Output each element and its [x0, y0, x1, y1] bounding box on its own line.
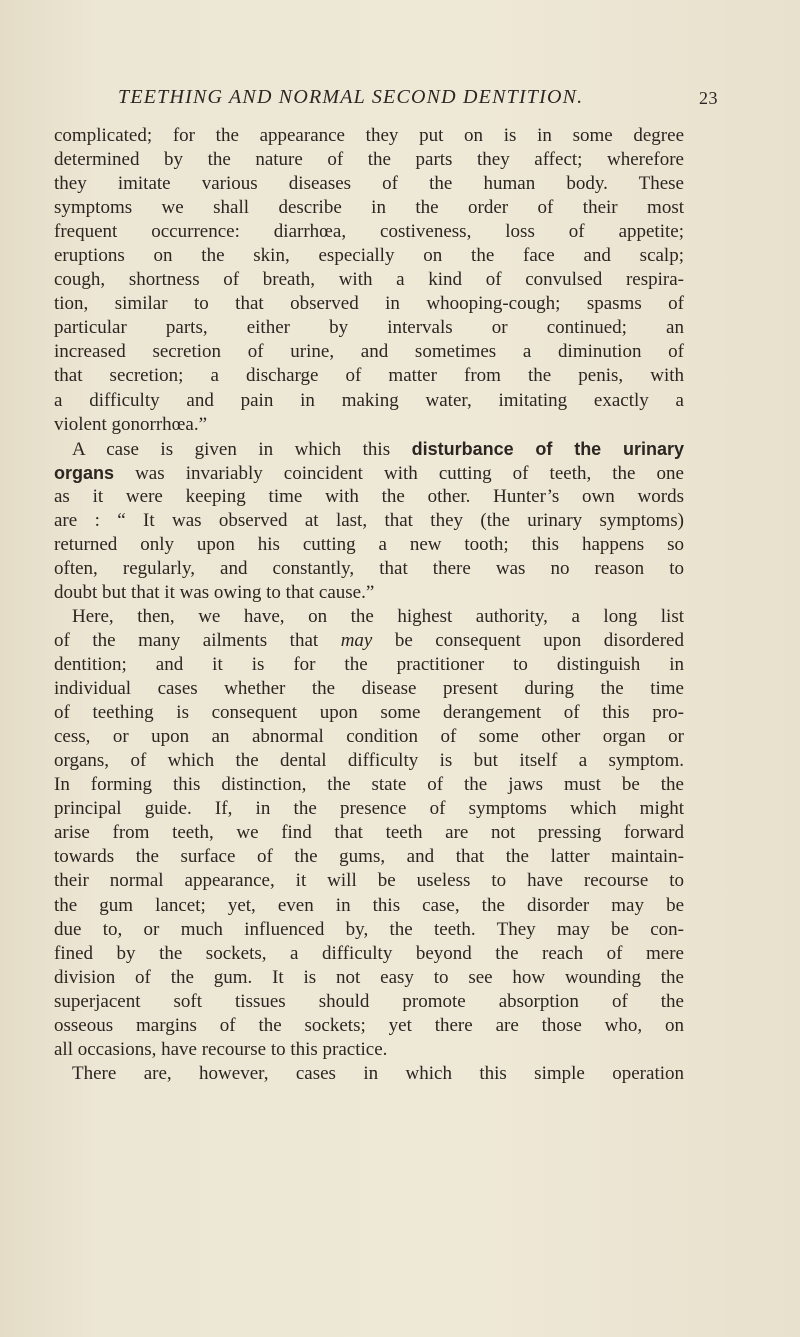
running-title: TEETHING AND NORMAL SECOND DENTITION.: [118, 86, 584, 108]
text-line: the gum lancet; yet, even in this case, the disorder may be: [54, 894, 684, 916]
text-line: eruptions on the skin, especially on the face and scalp;: [54, 245, 684, 267]
text-line: that secretion; a discharge of matter from the penis, with: [54, 365, 684, 387]
text-line: as it were keeping time with the other. Hunter’s own words: [54, 485, 684, 507]
text-line: returned only upon his cutting a new tooth; this happens so: [54, 533, 684, 555]
text-line: symptoms we shall describe in the order of their most: [54, 197, 684, 219]
text-line: Here, then, we have, on the highest authority, a long list: [72, 605, 684, 627]
text-line: organs, of which the dental difficulty is but itself a symptom.: [54, 750, 684, 772]
body-text: [54, 124, 684, 1086]
text-line: individual cases whether the disease present during the time: [54, 678, 684, 700]
text-line: all occasions, have recourse to this practice.: [54, 1038, 388, 1060]
text-line: cess, or upon an abnormal condition of some other organ or: [54, 726, 684, 748]
running-head: [118, 86, 718, 116]
text-line: arise from teeth, we find that teeth are not pressing forward: [54, 822, 684, 844]
text-span: was invariably coincident with cutting of teeth, the one: [114, 462, 684, 484]
text-line: they imitate various diseases of the human body. These: [54, 173, 684, 195]
bold-phrase: organs: [54, 462, 115, 483]
text-line: There are, however, cases in which this simple operation: [72, 1062, 684, 1084]
text-line: towards the surface of the gums, and that the latter maintain-: [54, 846, 684, 868]
text-line: cough, shortness of breath, with a kind of convulsed respira-: [54, 269, 684, 291]
text-line: determined by the nature of the parts they affect; wherefore: [54, 149, 684, 171]
text-line: frequent occurrence: diarrhœa, costiveness, loss of appetite;: [54, 221, 684, 243]
text-line: are : “ It was observed at last, that they (the urinary symptoms): [54, 509, 684, 531]
text-span: be consequent upon disordered: [372, 629, 684, 651]
text-line: a difficulty and pain in making water, imitating exactly a: [54, 389, 684, 411]
text-line: osseous margins of the sockets; yet there are those who, on: [54, 1014, 684, 1036]
bold-phrase: disturbance of the urinary: [411, 438, 684, 459]
text-span: of the many ailments that: [54, 629, 341, 651]
text-line: dentition; and it is for the practitioner to distinguish in: [54, 654, 684, 676]
text-line: of teething is consequent upon some derangement of this pro-: [54, 702, 684, 724]
text-line: particular parts, either by intervals or continued; an: [54, 317, 684, 339]
text-span: A case is given in which this: [72, 438, 412, 460]
text-line: [54, 461, 684, 485]
text-line: often, regularly, and constantly, that there was no reason to: [54, 557, 684, 579]
page-number: 23: [699, 88, 718, 108]
text-line: [54, 629, 684, 653]
text-line: principal guide. If, in the presence of symptoms which might: [54, 798, 684, 820]
text-line: due to, or much influenced by, the teeth. They may be con-: [54, 918, 684, 940]
text-line: tion, similar to that observed in whooping-cough; spasms of: [54, 293, 684, 315]
text-line: fined by the sockets, a difficulty beyond the reach of mere: [54, 942, 684, 964]
text-line: violent gonorrhœa.”: [54, 413, 208, 435]
text-line: In forming this distinction, the state of the jaws must be the: [54, 774, 684, 796]
italic-word: may: [340, 629, 373, 651]
text-line: division of the gum. It is not easy to see how wounding the: [54, 966, 684, 988]
text-line: [54, 437, 684, 461]
text-line: superjacent soft tissues should promote absorption of the: [54, 990, 684, 1012]
text-line: increased secretion of urine, and sometimes a diminution of: [54, 341, 684, 363]
text-line: their normal appearance, it will be useless to have recourse to: [54, 870, 684, 892]
text-line: doubt but that it was owing to that cause.”: [54, 581, 375, 603]
text-line: complicated; for the appearance they put on is in some degree: [54, 125, 684, 146]
